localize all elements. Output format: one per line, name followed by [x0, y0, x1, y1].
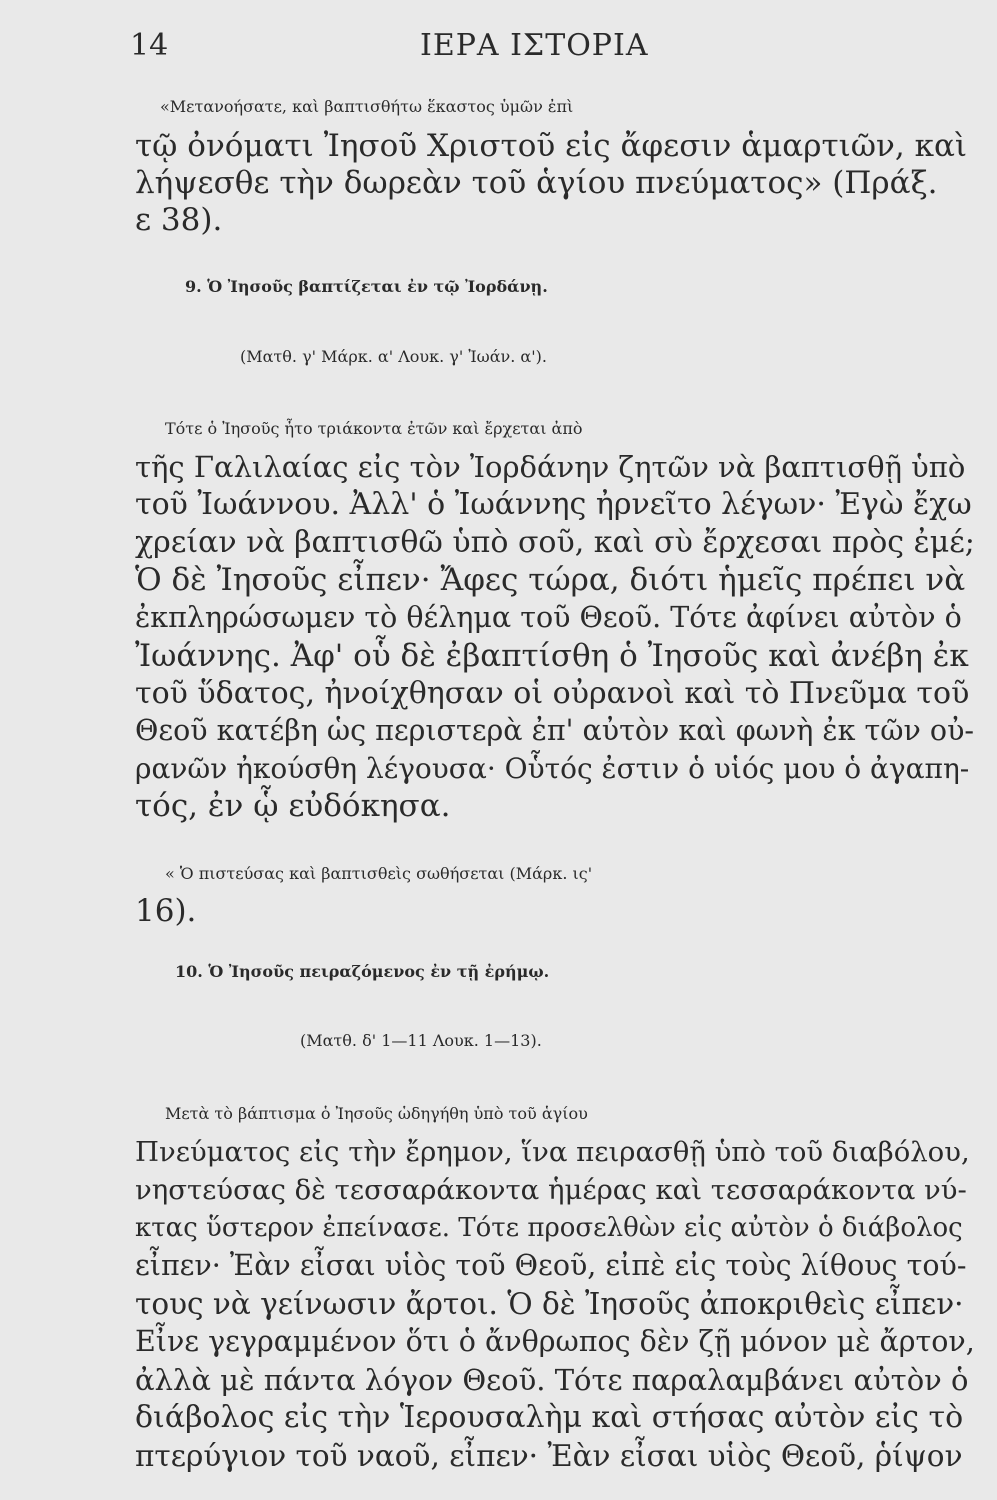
- page-number: 14: [130, 28, 169, 63]
- section-9-body-line: χρείαν νὰ βαπτισθῶ ὑπὸ σοῦ, καὶ σὺ ἔρχεσαι πρὸς ἐμέ;: [135, 525, 975, 560]
- section-10-body-line: Εἶνε γεγραμμένον ὅτι ὁ ἄνθρωπος δὲν ζῇ μόνον μὲ ἄρτον,: [135, 1325, 975, 1358]
- section-9-quote-line: 16).: [135, 893, 197, 929]
- section-10-body-line: Πνεύματος εἰς τὴν ἔρημον, ἵνα πειρασθῇ ὑπὸ τοῦ διαβόλου,: [135, 1136, 970, 1168]
- section-9-body-line: ἐκπληρώσωμεν τὸ θέλημα τοῦ Θεοῦ. Τότε ἀφίνει αὐτὸν ὁ: [135, 601, 962, 634]
- section-9-body-line: Τότε ὁ Ἰησοῦς ἦτο τριάκοντα ἐτῶν καὶ ἔρχεται ἀπὸ: [165, 419, 583, 438]
- opening-quote-line: ε 38).: [135, 202, 223, 238]
- opening-quote-line: «Μετανοήσατε, καὶ βαπτισθήτω ἕκαστος ὑμῶν ἐπὶ: [160, 97, 574, 116]
- section-10-body-line: Μετὰ τὸ βάπτισμα ὁ Ἰησοῦς ὡδηγήθη ὑπὸ τοῦ ἁγίου: [165, 1104, 588, 1123]
- section-9-body-line: Θεοῦ κατέβη ὡς περιστερὰ ἐπ' αὐτὸν καὶ φωνὴ ἐκ τῶν οὐ-: [135, 714, 975, 747]
- section-9-heading: 9. Ὁ Ἰησοῦς βαπτίζεται ἐν τῷ Ἰορδάνῃ.: [185, 277, 548, 296]
- opening-quote-line: λήψεσθε τὴν δωρεὰν τοῦ ἁγίου πνεύματος» (Πράξ.: [135, 165, 938, 201]
- section-9-body-line: τῆς Γαλιλαίας εἰς τὸν Ἰορδάνην ζητῶν νὰ βαπτισθῇ ὑπὸ: [135, 450, 966, 484]
- section-9-body-line: ρανῶν ἠκούσθη λέγουσα· Οὗτός ἐστιν ὁ υἱός μου ὁ ἀγαπη-: [135, 752, 970, 785]
- section-10-heading: 10. Ὁ Ἰησοῦς πειραζόμενος ἐν τῇ ἐρήμῳ.: [175, 962, 550, 981]
- section-9-body-line: Ὁ δὲ Ἰησοῦς εἶπεν· Ἄφες τώρα, διότι ἡμεῖς πρέπει νὰ: [135, 562, 966, 598]
- section-10-body-line: πτερύγιον τοῦ ναοῦ, εἶπεν· Ἐὰν εἶσαι υἱὸς Θεοῦ, ῥίψον: [135, 1439, 963, 1473]
- section-10-body-line: κτας ὕστερον ἐπείνασε. Τότε προσελθὼν εἰς αὐτὸν ὁ διάβολος: [135, 1213, 963, 1243]
- page-header: [130, 28, 880, 68]
- section-10-body-line: ἀλλὰ μὲ πάντα λόγον Θεοῦ. Τότε παραλαμβάνει αὐτὸν ὁ: [135, 1363, 969, 1397]
- section-9-body-line: τοῦ Ἰωάννου. Ἀλλ' ὁ Ἰωάννης ἠρνεῖτο λέγων· Ἐγὼ ἔχω: [135, 487, 972, 522]
- section-10-body-line: τους νὰ γείνωσιν ἄρτοι. Ὁ δὲ Ἰησοῦς ἀποκριθεὶς εἶπεν·: [135, 1287, 964, 1321]
- section-9-quote-line: « Ὁ πιστεύσας καὶ βαπτισθεὶς σωθήσεται (Μάρκ. ις': [165, 864, 593, 883]
- section-9-references: (Ματθ. γ' Μάρκ. α' Λουκ. γ' Ἰωάν. α').: [240, 347, 547, 366]
- section-9-body-line: Ἰωάννης. Ἀφ' οὗ δὲ ἐβαπτίσθη ὁ Ἰησοῦς καὶ ἀνέβη ἐκ: [135, 638, 969, 674]
- section-10-body-line: νηστεύσας δὲ τεσσαράκοντα ἡμέρας καὶ τεσσαράκοντα νύ-: [135, 1174, 967, 1206]
- section-9-body-line: τοῦ ὕδατος, ἠνοίχθησαν οἱ οὐρανοὶ καὶ τὸ Πνεῦμα τοῦ: [135, 676, 970, 711]
- section-10-references: (Ματθ. δ' 1—11 Λουκ. 1—13).: [300, 1031, 542, 1050]
- opening-quote-line: τῷ ὀνόματι Ἰησοῦ Χριστοῦ εἰς ἄφεσιν ἁμαρτιῶν, καὶ: [135, 128, 968, 164]
- section-10-body-line: διάβολος εἰς τὴν Ἱερουσαλὴμ καὶ στήσας αὐτὸν εἰς τὸ: [135, 1400, 964, 1435]
- section-9-body-line: τός, ἐν ᾧ εὐδόκησα.: [135, 788, 451, 824]
- section-10-body-line: εἶπεν· Ἐὰν εἶσαι υἱὸς τοῦ Θεοῦ, εἰπὲ εἰς τοὺς λίθους τού-: [135, 1249, 967, 1282]
- running-title: ΙΕΡΑ ΙΣΤΟΡΙΑ: [420, 28, 649, 63]
